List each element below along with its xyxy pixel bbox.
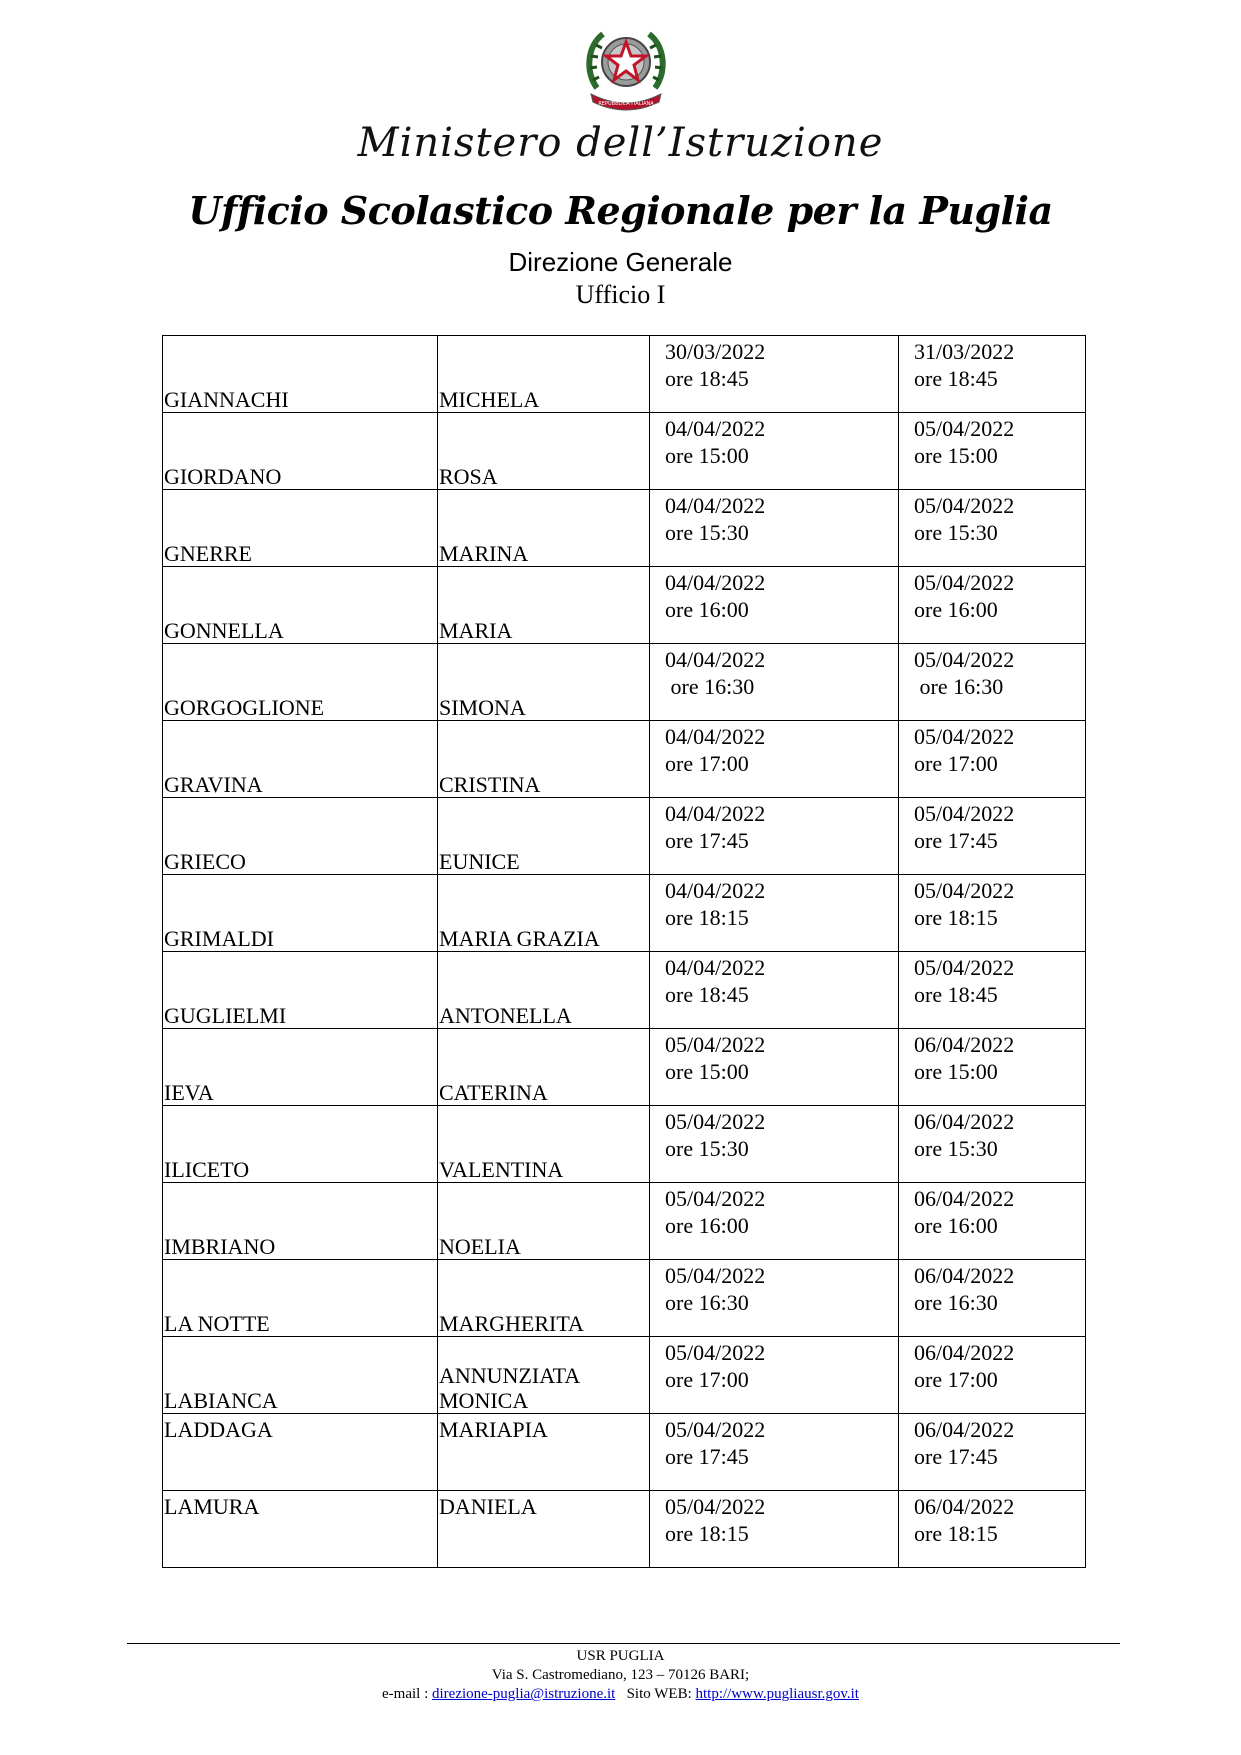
first-date: 04/04/2022 [665,493,766,518]
first-slot-cell [650,490,899,567]
surname-cell [163,1491,438,1568]
schedule-table [162,335,1086,1568]
second-slot-cell [899,567,1086,644]
surname: GUGLIELMI [164,1003,287,1028]
second-slot-cell [899,952,1086,1029]
surname-cell [163,1029,438,1106]
second-date: 06/04/2022 [914,1340,1015,1365]
table-row [163,721,1086,798]
footer-email-link[interactable]: direzione-puglia@istruzione.it [432,1686,616,1702]
first-time: ore 15:00 [665,1059,749,1084]
first-time: ore 16:30 [665,1290,749,1315]
first-slot-cell [650,644,899,721]
name-cell [438,1414,650,1491]
first-name: EUNICE [439,849,520,874]
surname-cell [163,952,438,1029]
name-cell [438,1029,650,1106]
first-slot-cell [650,798,899,875]
footer-contacts [0,1685,1241,1704]
first-date: 04/04/2022 [665,724,766,749]
second-time: ore 16:00 [914,597,998,622]
table-row [163,413,1086,490]
surname-cell [163,490,438,567]
footer-email-label: e-mail : [382,1686,429,1702]
second-slot-cell [899,798,1086,875]
surname: GORGOGLIONE [164,695,325,720]
second-slot-cell [899,1491,1086,1568]
surname-cell [163,721,438,798]
first-name: MARGHERITA [439,1311,584,1336]
first-time: ore 18:15 [665,1521,749,1546]
second-date: 06/04/2022 [914,1032,1015,1057]
first-name: VALENTINA [439,1157,564,1182]
surname-cell [163,567,438,644]
second-date: 06/04/2022 [914,1186,1015,1211]
first-name: MARINA [439,541,529,566]
surname: IMBRIANO [164,1234,276,1259]
name-cell [438,567,650,644]
table-row [163,1106,1086,1183]
table-row [163,1183,1086,1260]
second-time: ore 16:00 [914,1213,998,1238]
second-slot-cell [899,1183,1086,1260]
table-row [163,490,1086,567]
second-date: 05/04/2022 [914,493,1015,518]
surname: ILICETO [164,1157,250,1182]
second-time: ore 17:45 [914,1444,998,1469]
first-date: 05/04/2022 [665,1263,766,1288]
second-time: ore 18:45 [914,366,998,391]
first-time: ore 15:30 [665,520,749,545]
table-row [163,1337,1086,1414]
table-row [163,1260,1086,1337]
surname: LA NOTTE [164,1311,270,1336]
second-slot-cell [899,1106,1086,1183]
footer-web-label: Sito WEB: [626,1686,692,1702]
second-time: ore 17:00 [914,1367,998,1392]
first-name: ANTONELLA [439,1003,572,1028]
first-name: CATERINA [439,1080,548,1105]
first-time: ore 17:45 [665,1444,749,1469]
first-date: 04/04/2022 [665,570,766,595]
first-slot-cell [650,567,899,644]
first-slot-cell [650,1260,899,1337]
second-slot-cell [899,644,1086,721]
table-row [163,952,1086,1029]
second-date: 31/03/2022 [914,339,1015,364]
table-row [163,1414,1086,1491]
second-slot-cell [899,336,1086,413]
table-row [163,336,1086,413]
first-slot-cell [650,1029,899,1106]
first-name: MARIA [439,618,513,643]
second-slot-cell [899,1260,1086,1337]
office-title: Ufficio Scolastico Regionale per la Puglia [188,188,1053,233]
table-row [163,798,1086,875]
first-slot-cell [650,1491,899,1568]
name-cell [438,721,650,798]
surname: IEVA [164,1080,214,1105]
first-date: 04/04/2022 [665,878,766,903]
name-cell [438,413,650,490]
second-slot-cell [899,721,1086,798]
first-time: ore 17:00 [665,751,749,776]
second-time: ore 16:30 [914,674,1004,699]
emblem-ribbon-text: REPUBBLICA ITALIANA [598,101,654,107]
surname-cell [163,1414,438,1491]
surname: GNERRE [164,541,252,566]
name-cell [438,490,650,567]
surname: LAMURA [164,1494,260,1519]
surname-cell [163,336,438,413]
first-date: 05/04/2022 [665,1186,766,1211]
second-time: ore 15:30 [914,1136,998,1161]
second-slot-cell [899,1337,1086,1414]
surname-cell [163,1260,438,1337]
name-cell [438,336,650,413]
first-date: 04/04/2022 [665,801,766,826]
second-time: ore 15:00 [914,443,998,468]
footer-divider [127,1643,1120,1644]
second-date: 05/04/2022 [914,724,1015,749]
first-time: ore 16:30 [665,674,755,699]
first-date: 30/03/2022 [665,339,766,364]
first-date: 04/04/2022 [665,955,766,980]
surname: GONNELLA [164,618,284,643]
surname-cell [163,875,438,952]
first-name: ROSA [439,464,498,489]
surname-cell [163,413,438,490]
first-date: 05/04/2022 [665,1417,766,1442]
surname: GRAVINA [164,772,263,797]
first-time: ore 17:45 [665,828,749,853]
surname: LABIANCA [164,1388,278,1413]
table-row [163,644,1086,721]
italian-republic-emblem-icon [583,20,669,112]
surname: GIANNACHI [164,387,289,412]
second-date: 06/04/2022 [914,1494,1015,1519]
first-date: 05/04/2022 [665,1032,766,1057]
table-row [163,567,1086,644]
second-time: ore 17:00 [914,751,998,776]
first-time: ore 16:00 [665,1213,749,1238]
first-time: ore 17:00 [665,1367,749,1392]
name-cell [438,1183,650,1260]
second-date: 05/04/2022 [914,570,1015,595]
first-name: ANNUNZIATA MONICA [439,1363,580,1413]
first-name: NOELIA [439,1234,521,1259]
first-slot-cell [650,336,899,413]
unit-title: Ufficio I [575,280,666,309]
first-slot-cell [650,1414,899,1491]
second-date: 05/04/2022 [914,416,1015,441]
first-name: CRISTINA [439,772,541,797]
second-slot-cell [899,1414,1086,1491]
first-slot-cell [650,952,899,1029]
ministry-title: Ministero dell’Istruzione [357,120,884,166]
footer-org: USR PUGLIA [576,1648,665,1664]
table-row [163,1491,1086,1568]
surname-cell [163,1183,438,1260]
second-date: 06/04/2022 [914,1263,1015,1288]
first-slot-cell [650,413,899,490]
first-date: 05/04/2022 [665,1340,766,1365]
first-name: MARIAPIA [439,1417,548,1442]
first-slot-cell [650,1106,899,1183]
second-time: ore 15:00 [914,1059,998,1084]
name-cell [438,1337,650,1414]
second-time: ore 17:45 [914,828,998,853]
second-date: 06/04/2022 [914,1109,1015,1134]
second-time: ore 18:15 [914,1521,998,1546]
second-time: ore 18:45 [914,982,998,1007]
footer-address: Via S. Castromediano, 123 – 70126 BARI; [491,1667,750,1683]
first-slot-cell [650,1183,899,1260]
name-cell [438,952,650,1029]
table-row [163,875,1086,952]
surname-cell [163,1106,438,1183]
surname: LADDAGA [164,1417,273,1442]
first-time: ore 16:00 [665,597,749,622]
second-date: 05/04/2022 [914,878,1015,903]
first-name: SIMONA [439,695,526,720]
surname-cell [163,1337,438,1414]
first-date: 04/04/2022 [665,416,766,441]
first-time: ore 15:00 [665,443,749,468]
first-slot-cell [650,1337,899,1414]
surname: GRIMALDI [164,926,274,951]
second-date: 05/04/2022 [914,647,1015,672]
name-cell [438,875,650,952]
first-slot-cell [650,721,899,798]
table-row [163,1029,1086,1106]
first-name: DANIELA [439,1494,537,1519]
second-date: 05/04/2022 [914,801,1015,826]
surname-cell [163,644,438,721]
second-time: ore 15:30 [914,520,998,545]
surname-cell [163,798,438,875]
first-time: ore 18:45 [665,982,749,1007]
surname: GIORDANO [164,464,282,489]
second-slot-cell [899,490,1086,567]
direction-title: Direzione Generale [508,247,733,277]
second-slot-cell [899,1029,1086,1106]
first-slot-cell [650,875,899,952]
second-time: ore 18:15 [914,905,998,930]
first-name: MICHELA [439,387,540,412]
name-cell [438,1260,650,1337]
second-slot-cell [899,413,1086,490]
first-time: ore 18:15 [665,905,749,930]
name-cell [438,1491,650,1568]
name-cell [438,798,650,875]
first-name: MARIA GRAZIA [439,926,600,951]
first-date: 05/04/2022 [665,1109,766,1134]
name-cell [438,644,650,721]
second-date: 06/04/2022 [914,1417,1015,1442]
footer-web-link[interactable]: http://www.pugliausr.gov.it [695,1686,859,1702]
first-time: ore 18:45 [665,366,749,391]
second-date: 05/04/2022 [914,955,1015,980]
surname: GRIECO [164,849,246,874]
first-time: ore 15:30 [665,1136,749,1161]
first-date: 05/04/2022 [665,1494,766,1519]
name-cell [438,1106,650,1183]
second-time: ore 16:30 [914,1290,998,1315]
footer [0,1647,1241,1704]
second-slot-cell [899,875,1086,952]
first-date: 04/04/2022 [665,647,766,672]
